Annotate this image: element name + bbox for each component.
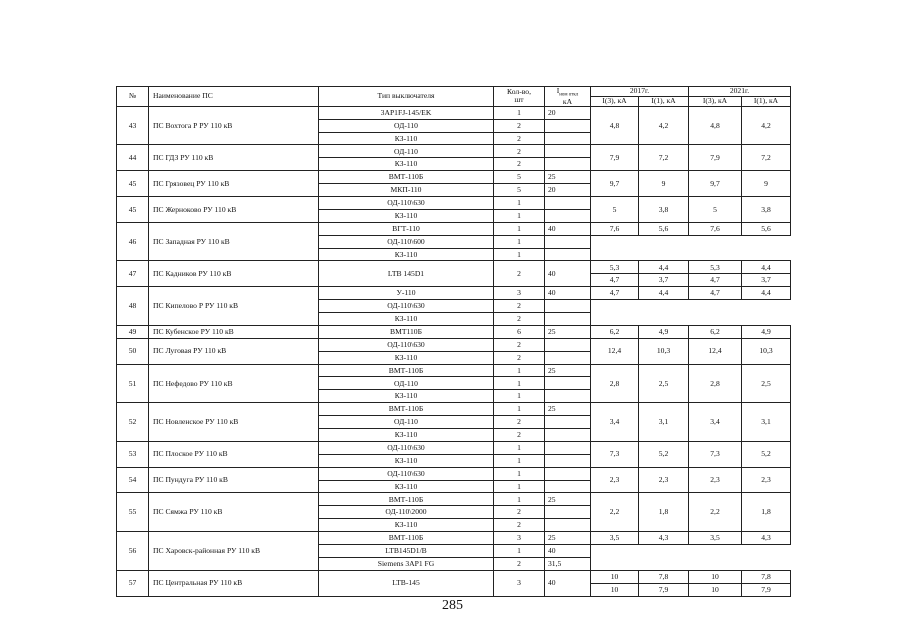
breaker-rated-current — [545, 454, 591, 467]
i3-2021: 9,7 — [689, 171, 742, 197]
i1-2017: 9 — [639, 171, 689, 197]
header-type: Тип выключателя — [319, 87, 494, 107]
breaker-qty: 1 — [494, 209, 545, 222]
i1-2021: 4,3 — [742, 532, 791, 545]
i1-2017: 7,2 — [639, 145, 689, 171]
i3-2021: 3,5 — [689, 532, 742, 545]
substation-name: ПС Центральная РУ 110 кВ — [149, 570, 319, 596]
substation-name: ПС Новленское РУ 110 кВ — [149, 403, 319, 442]
page-number: 285 — [442, 598, 463, 613]
i1-2017: 7,9 — [639, 583, 689, 596]
i1-2017: 4,4 — [639, 287, 689, 300]
header-qty — [494, 87, 545, 107]
table-row — [117, 364, 791, 377]
breaker-rated-current — [545, 132, 591, 145]
i3-2017: 6,2 — [591, 325, 639, 338]
i3-2017: 5 — [591, 196, 639, 222]
breaker-qty: 2 — [494, 300, 545, 313]
breaker-qty: 2 — [494, 158, 545, 171]
breaker-rated-current — [545, 416, 591, 429]
i1-2017: 7,8 — [639, 570, 689, 583]
breaker-type: ОД-110\630 — [319, 467, 494, 480]
table-row — [117, 467, 791, 480]
i1-2017: 1,8 — [639, 493, 689, 532]
breaker-rated-current: 25 — [545, 325, 591, 338]
breaker-type: ОД-110 — [319, 119, 494, 132]
i1-2021: 4,9 — [742, 325, 791, 338]
breaker-rated-current: 25 — [545, 171, 591, 184]
breaker-qty: 1 — [494, 364, 545, 377]
table-row — [117, 493, 791, 506]
breaker-qty: 1 — [494, 467, 545, 480]
breaker-type: ВМТ-110Б — [319, 171, 494, 184]
breaker-qty: 2 — [494, 261, 545, 287]
i1-2021: 4,2 — [742, 106, 791, 145]
breaker-rated-current: 25 — [545, 364, 591, 377]
i3-2017: 7,9 — [591, 145, 639, 171]
row-number: 54 — [117, 467, 149, 493]
breaker-rated-current — [545, 377, 591, 390]
breaker-type: КЗ-110 — [319, 312, 494, 325]
i1-2021: 7,8 — [742, 570, 791, 583]
breaker-rated-current — [545, 506, 591, 519]
i3-2017: 7,6 — [591, 222, 639, 235]
breaker-qty: 1 — [494, 480, 545, 493]
breaker-qty: 2 — [494, 557, 545, 570]
breaker-type: ОД-110\630 — [319, 300, 494, 313]
i3-2021: 4,8 — [689, 106, 742, 145]
breaker-type: КЗ-110 — [319, 519, 494, 532]
i3-2017: 2,3 — [591, 467, 639, 493]
breaker-type: КЗ-110 — [319, 158, 494, 171]
breaker-type: LTB 145D1 — [319, 261, 494, 287]
substation-name: ПС Харовск-районная РУ 110 кВ — [149, 532, 319, 571]
breaker-type: МКП-110 — [319, 184, 494, 197]
i3-2017: 2,8 — [591, 364, 639, 403]
i3-2021: 4,7 — [689, 287, 742, 300]
header-year-2021: 2021г. — [689, 87, 791, 97]
header-i1-2021: I(1), кА — [742, 96, 791, 106]
breaker-type: КЗ-110 — [319, 248, 494, 261]
substation-name: ПС Вохтога Р РУ 110 кВ — [149, 106, 319, 145]
row-number: 44 — [117, 145, 149, 171]
breaker-qty: 3 — [494, 570, 545, 596]
breaker-qty: 1 — [494, 235, 545, 248]
breaker-type: КЗ-110 — [319, 390, 494, 403]
table-row — [117, 532, 791, 545]
breaker-type: ОД-110 — [319, 416, 494, 429]
breaker-type: ОД-110\600 — [319, 235, 494, 248]
table-row — [117, 570, 791, 583]
i1-2021: 3,8 — [742, 196, 791, 222]
breaker-qty: 5 — [494, 184, 545, 197]
breaker-qty: 3 — [494, 287, 545, 300]
header-i1-2017: I(1), кА — [639, 96, 689, 106]
breaker-rated-current — [545, 209, 591, 222]
i3-2021: 7,6 — [689, 222, 742, 235]
breaker-qty: 2 — [494, 145, 545, 158]
table-row — [117, 222, 791, 235]
breaker-type: КЗ-110 — [319, 209, 494, 222]
i1-2021: 2,3 — [742, 467, 791, 493]
row-number: 45 — [117, 196, 149, 222]
breaker-qty: 2 — [494, 429, 545, 442]
substation-name: ПС Пундуга РУ 110 кВ — [149, 467, 319, 493]
breaker-qty: 2 — [494, 351, 545, 364]
row-number: 47 — [117, 261, 149, 287]
breaker-rated-current — [545, 158, 591, 171]
i1-2021: 5,2 — [742, 441, 791, 467]
table-row — [117, 287, 791, 300]
breaker-qty: 2 — [494, 132, 545, 145]
header-inom-sub: ном откл — [559, 92, 579, 98]
table-body — [117, 106, 791, 596]
breaker-type: ОД-110\630 — [319, 441, 494, 454]
row-number: 48 — [117, 287, 149, 326]
breaker-qty: 3 — [494, 532, 545, 545]
breaker-type: КЗ-110 — [319, 480, 494, 493]
substation-name: ПС Сямжа РУ 110 кВ — [149, 493, 319, 532]
breaker-qty: 1 — [494, 222, 545, 235]
table-row — [117, 106, 791, 119]
breaker-rated-current — [545, 467, 591, 480]
header-i3-2017: I(3), кА — [591, 96, 639, 106]
breaker-rated-current — [545, 519, 591, 532]
breaker-type: КЗ-110 — [319, 429, 494, 442]
i3-2017: 2,2 — [591, 493, 639, 532]
row-number: 57 — [117, 570, 149, 596]
header-inom-unit: кА — [562, 96, 573, 106]
substation-name: ПС Кадников РУ 110 кВ — [149, 261, 319, 287]
i3-2017: 4,8 — [591, 106, 639, 145]
breaker-type: ВМТ-110Б — [319, 493, 494, 506]
i1-2017: 3,1 — [639, 403, 689, 442]
header-name: Наименование ПС — [149, 87, 319, 107]
breaker-rated-current: 25 — [545, 532, 591, 545]
i3-2017: 3,5 — [591, 532, 639, 545]
i3-2017: 10 — [591, 570, 639, 583]
i3-2021: 2,8 — [689, 364, 742, 403]
i1-2017: 4,4 — [639, 261, 689, 274]
substation-name: ПС Плоское РУ 110 кВ — [149, 441, 319, 467]
i1-2021: 1,8 — [742, 493, 791, 532]
breaker-rated-current — [545, 441, 591, 454]
substation-name: ПС Луговая РУ 110 кВ — [149, 338, 319, 364]
i1-2021: 7,9 — [742, 583, 791, 596]
i1-2021: 2,5 — [742, 364, 791, 403]
i1-2021: 10,3 — [742, 338, 791, 364]
breaker-qty: 1 — [494, 106, 545, 119]
breaker-rated-current: 40 — [545, 287, 591, 300]
row-number: 46 — [117, 222, 149, 261]
i3-2021: 4,7 — [689, 274, 742, 287]
breaker-type: LTB145D1/B — [319, 545, 494, 558]
row-number: 52 — [117, 403, 149, 442]
table-row — [117, 325, 791, 338]
i1-2021: 7,2 — [742, 145, 791, 171]
row-number: 51 — [117, 364, 149, 403]
breaker-rated-current — [545, 300, 591, 313]
breaker-type: ОД-110\630 — [319, 338, 494, 351]
row-number: 50 — [117, 338, 149, 364]
breaker-rated-current — [545, 119, 591, 132]
breaker-type: ОД-110\2000 — [319, 506, 494, 519]
breaker-rated-current: 40 — [545, 261, 591, 287]
breaker-qty: 1 — [494, 545, 545, 558]
breaker-qty: 1 — [494, 196, 545, 209]
table-row — [117, 171, 791, 184]
breaker-qty: 2 — [494, 416, 545, 429]
i3-2017: 9,7 — [591, 171, 639, 197]
breaker-type: ОД-110\630 — [319, 196, 494, 209]
breaker-type: КЗ-110 — [319, 351, 494, 364]
breaker-rated-current — [545, 338, 591, 351]
breaker-rated-current: 25 — [545, 493, 591, 506]
substation-breaker-table — [116, 86, 791, 597]
i3-2021: 12,4 — [689, 338, 742, 364]
header-qty-line1: Кол-во, — [507, 87, 531, 97]
row-number: 45 — [117, 171, 149, 197]
i1-2021: 9 — [742, 171, 791, 197]
breaker-qty: 2 — [494, 506, 545, 519]
substation-name: ПС Нефедово РУ 110 кВ — [149, 364, 319, 403]
breaker-qty: 1 — [494, 454, 545, 467]
breaker-type: ВГТ-110 — [319, 222, 494, 235]
table-row — [117, 196, 791, 209]
breaker-qty: 2 — [494, 119, 545, 132]
row-number: 53 — [117, 441, 149, 467]
breaker-qty: 5 — [494, 171, 545, 184]
row-number: 56 — [117, 532, 149, 571]
breaker-type: КЗ-110 — [319, 132, 494, 145]
i3-2021: 5 — [689, 196, 742, 222]
substation-name: ПС Грязовец РУ 110 кВ — [149, 171, 319, 197]
i3-2021: 7,3 — [689, 441, 742, 467]
breaker-type: LTB-145 — [319, 570, 494, 596]
breaker-rated-current — [545, 248, 591, 261]
breaker-qty: 2 — [494, 519, 545, 532]
table-row — [117, 338, 791, 351]
breaker-qty: 6 — [494, 325, 545, 338]
i1-2021: 4,4 — [742, 287, 791, 300]
table-row — [117, 145, 791, 158]
breaker-type: У-110 — [319, 287, 494, 300]
substation-name: ПС Кубенское РУ 110 кВ — [149, 325, 319, 338]
breaker-type: ВМТ-110Б — [319, 364, 494, 377]
i1-2017: 4,3 — [639, 532, 689, 545]
breaker-type: ВМТ110Б — [319, 325, 494, 338]
breaker-qty: 1 — [494, 390, 545, 403]
i1-2017: 4,2 — [639, 106, 689, 145]
breaker-qty: 2 — [494, 338, 545, 351]
substation-name: ПС Кипелово Р РУ 110 кВ — [149, 287, 319, 326]
header-year-2017: 2017г. — [591, 87, 689, 97]
breaker-rated-current: 20 — [545, 106, 591, 119]
i3-2021: 10 — [689, 583, 742, 596]
i1-2017: 2,5 — [639, 364, 689, 403]
i3-2021: 10 — [689, 570, 742, 583]
breaker-rated-current — [545, 196, 591, 209]
i3-2021: 2,2 — [689, 493, 742, 532]
substation-name: ПС Западная РУ 110 кВ — [149, 222, 319, 261]
breaker-qty: 2 — [494, 312, 545, 325]
i3-2017: 10 — [591, 583, 639, 596]
table-row — [117, 403, 791, 416]
breaker-type: ОД-110 — [319, 377, 494, 390]
row-number: 55 — [117, 493, 149, 532]
breaker-rated-current — [545, 480, 591, 493]
i3-2017: 3,4 — [591, 403, 639, 442]
breaker-rated-current: 40 — [545, 570, 591, 596]
i1-2017: 2,3 — [639, 467, 689, 493]
breaker-type: 3AP1FJ-145/EK — [319, 106, 494, 119]
breaker-rated-current — [545, 429, 591, 442]
breaker-type: КЗ-110 — [319, 454, 494, 467]
row-number: 49 — [117, 325, 149, 338]
breaker-rated-current — [545, 312, 591, 325]
i1-2017: 3,7 — [639, 274, 689, 287]
header-num: № — [117, 87, 149, 107]
i3-2021: 6,2 — [689, 325, 742, 338]
i1-2017: 5,6 — [639, 222, 689, 235]
table-header — [117, 87, 791, 107]
i3-2017: 5,3 — [591, 261, 639, 274]
substation-name: ПС ГДЗ РУ 110 кВ — [149, 145, 319, 171]
breaker-rated-current: 25 — [545, 403, 591, 416]
header-i3-2021: I(3), кА — [689, 96, 742, 106]
i3-2021: 2,3 — [689, 467, 742, 493]
substation-name: ПС Жерноково РУ 110 кВ — [149, 196, 319, 222]
breaker-rated-current: 40 — [545, 222, 591, 235]
breaker-rated-current — [545, 235, 591, 248]
breaker-rated-current — [545, 351, 591, 364]
i1-2017: 3,8 — [639, 196, 689, 222]
row-number: 43 — [117, 106, 149, 145]
table-row — [117, 261, 791, 274]
breaker-qty: 1 — [494, 403, 545, 416]
i3-2021: 5,3 — [689, 261, 742, 274]
i3-2017: 12,4 — [591, 338, 639, 364]
header-inom-symbol: I — [556, 86, 560, 95]
i3-2021: 7,9 — [689, 145, 742, 171]
i1-2017: 5,2 — [639, 441, 689, 467]
breaker-rated-current: 40 — [545, 545, 591, 558]
breaker-qty: 1 — [494, 493, 545, 506]
table-row — [117, 441, 791, 454]
breaker-rated-current: 20 — [545, 184, 591, 197]
breaker-rated-current — [545, 145, 591, 158]
header-qty-line2: шт — [514, 95, 524, 105]
breaker-qty: 1 — [494, 441, 545, 454]
header-inom — [545, 87, 591, 107]
i3-2021: 3,4 — [689, 403, 742, 442]
i1-2021: 5,6 — [742, 222, 791, 235]
breaker-qty: 1 — [494, 377, 545, 390]
breaker-type: ВМТ-110Б — [319, 532, 494, 545]
i3-2017: 7,3 — [591, 441, 639, 467]
i3-2017: 4,7 — [591, 287, 639, 300]
breaker-rated-current: 31,5 — [545, 557, 591, 570]
breaker-type: ОД-110 — [319, 145, 494, 158]
i3-2017: 4,7 — [591, 274, 639, 287]
breaker-type: ВМТ-110Б — [319, 403, 494, 416]
breaker-type: Siemens 3AP1 FG — [319, 557, 494, 570]
breaker-qty: 1 — [494, 248, 545, 261]
i1-2017: 10,3 — [639, 338, 689, 364]
breaker-rated-current — [545, 390, 591, 403]
i1-2021: 3,7 — [742, 274, 791, 287]
i1-2017: 4,9 — [639, 325, 689, 338]
i1-2021: 4,4 — [742, 261, 791, 274]
i1-2021: 3,1 — [742, 403, 791, 442]
